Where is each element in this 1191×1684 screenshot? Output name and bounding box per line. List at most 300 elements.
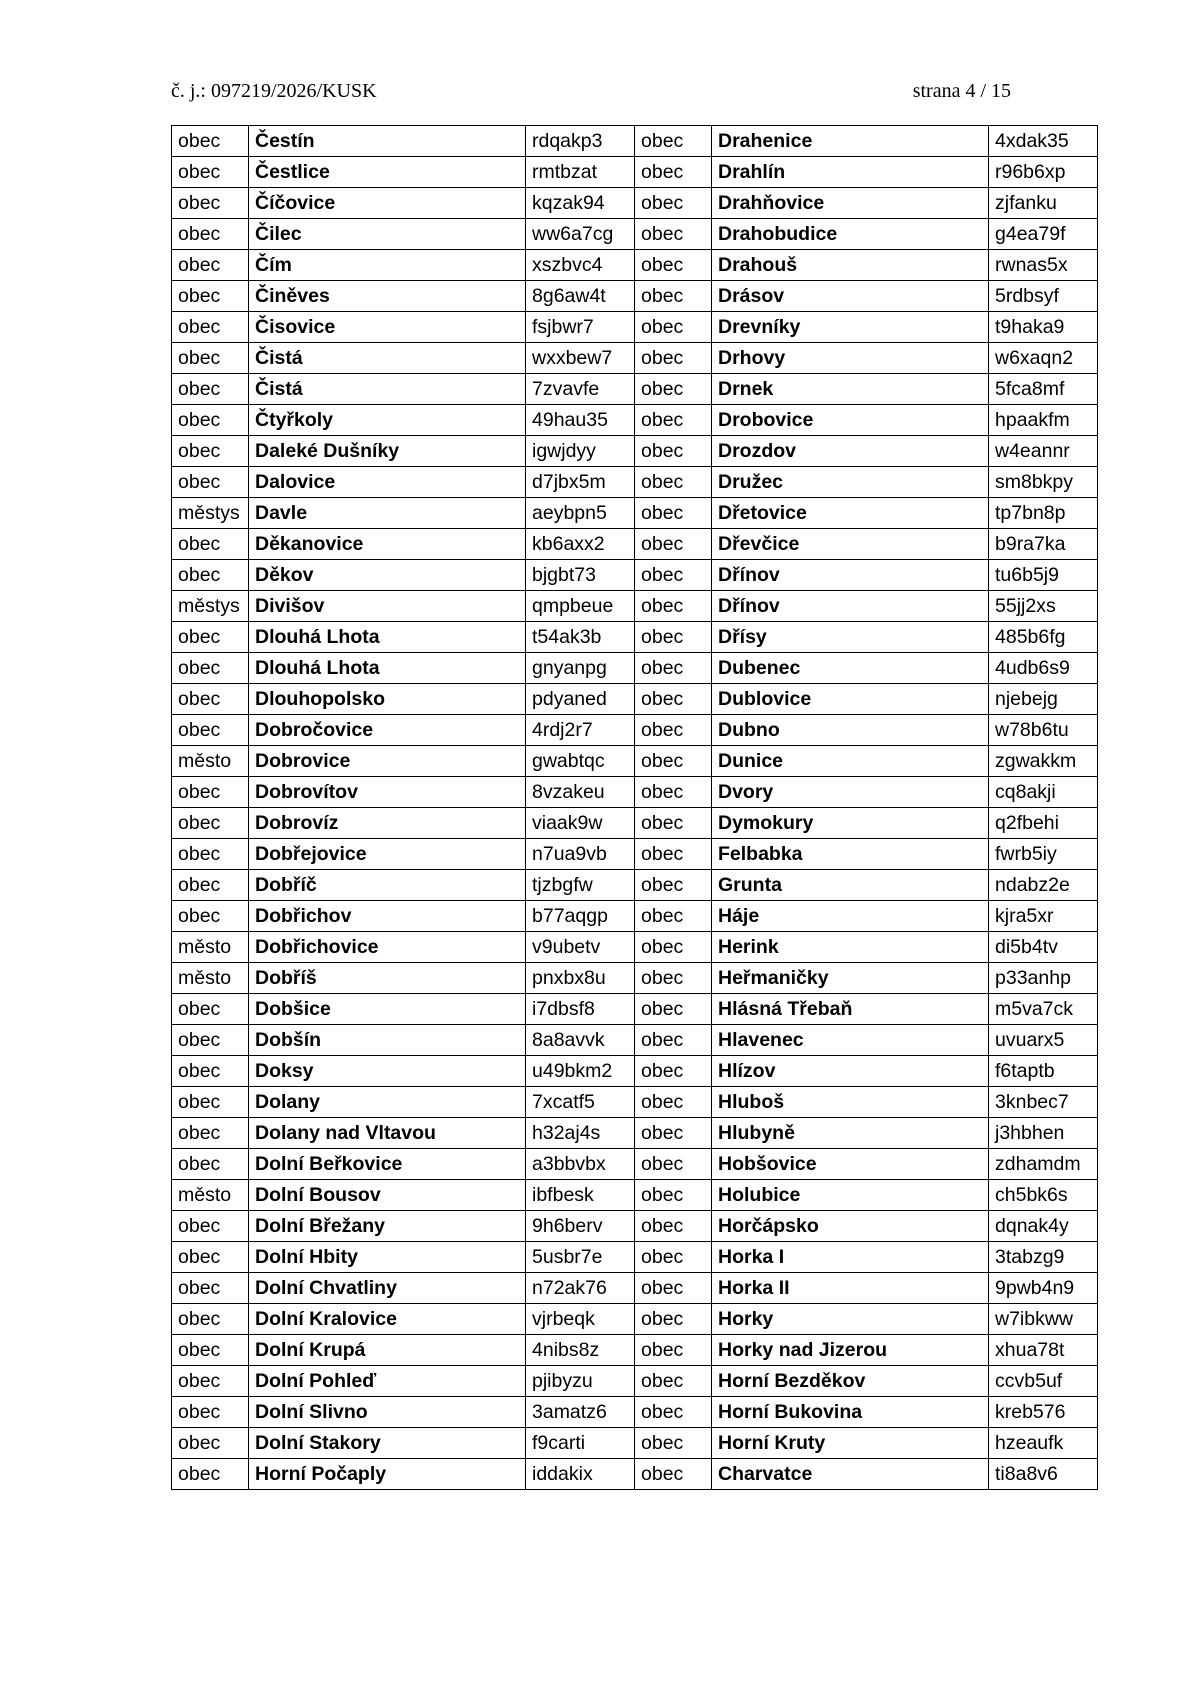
- type-cell: obec: [172, 1242, 249, 1273]
- code-cell: gwabtqc: [526, 746, 635, 777]
- type-cell: obec: [635, 715, 712, 746]
- table-row: [172, 467, 1098, 498]
- name-cell: Felbabka: [712, 839, 989, 870]
- name-cell: Dobrovíz: [249, 808, 526, 839]
- name-cell: Háje: [712, 901, 989, 932]
- type-cell: obec: [635, 1211, 712, 1242]
- code-cell: g4ea79f: [989, 219, 1098, 250]
- table-row: [172, 1242, 1098, 1273]
- name-cell: Činěves: [249, 281, 526, 312]
- code-cell: sm8bkpy: [989, 467, 1098, 498]
- code-cell: 49hau35: [526, 405, 635, 436]
- type-cell: obec: [172, 250, 249, 281]
- table-row: [172, 157, 1098, 188]
- code-cell: 5rdbsyf: [989, 281, 1098, 312]
- code-cell: b9ra7ka: [989, 529, 1098, 560]
- reference-number: č. j.: 097219/2026/KUSK: [171, 80, 377, 102]
- type-cell: obec: [635, 250, 712, 281]
- name-cell: Dřetovice: [712, 498, 989, 529]
- table-row: [172, 653, 1098, 684]
- name-cell: Charvatce: [712, 1459, 989, 1490]
- type-cell: obec: [635, 1335, 712, 1366]
- name-cell: Čestlice: [249, 157, 526, 188]
- type-cell: obec: [635, 343, 712, 374]
- name-cell: Divišov: [249, 591, 526, 622]
- type-cell: obec: [635, 281, 712, 312]
- code-cell: rwnas5x: [989, 250, 1098, 281]
- type-cell: obec: [172, 653, 249, 684]
- name-cell: Grunta: [712, 870, 989, 901]
- name-cell: Heřmaničky: [712, 963, 989, 994]
- code-cell: f9carti: [526, 1428, 635, 1459]
- name-cell: Dobročovice: [249, 715, 526, 746]
- code-cell: r96b6xp: [989, 157, 1098, 188]
- table-row: [172, 715, 1098, 746]
- name-cell: Dřínov: [712, 591, 989, 622]
- name-cell: Dobříč: [249, 870, 526, 901]
- name-cell: Dolní Beřkovice: [249, 1149, 526, 1180]
- type-cell: obec: [172, 1459, 249, 1490]
- type-cell: obec: [635, 777, 712, 808]
- name-cell: Dolní Slivno: [249, 1397, 526, 1428]
- code-cell: 3amatz6: [526, 1397, 635, 1428]
- code-cell: tjzbgfw: [526, 870, 635, 901]
- code-cell: igwjdyy: [526, 436, 635, 467]
- type-cell: obec: [635, 591, 712, 622]
- type-cell: obec: [635, 1056, 712, 1087]
- type-cell: obec: [635, 219, 712, 250]
- type-cell: obec: [172, 405, 249, 436]
- name-cell: Drahenice: [712, 126, 989, 157]
- table-row: [172, 1211, 1098, 1242]
- name-cell: Dolní Hbity: [249, 1242, 526, 1273]
- code-cell: v9ubetv: [526, 932, 635, 963]
- code-cell: ccvb5uf: [989, 1366, 1098, 1397]
- type-cell: obec: [172, 1056, 249, 1087]
- code-cell: hpaakfm: [989, 405, 1098, 436]
- name-cell: Dolní Stakory: [249, 1428, 526, 1459]
- type-cell: obec: [172, 715, 249, 746]
- type-cell: obec: [635, 746, 712, 777]
- table-row: [172, 932, 1098, 963]
- type-cell: obec: [172, 1211, 249, 1242]
- code-cell: aeybpn5: [526, 498, 635, 529]
- type-cell: obec: [635, 684, 712, 715]
- name-cell: Dolní Krupá: [249, 1335, 526, 1366]
- code-cell: di5b4tv: [989, 932, 1098, 963]
- name-cell: Dřevčice: [712, 529, 989, 560]
- table-row: [172, 1304, 1098, 1335]
- code-cell: 3knbec7: [989, 1087, 1098, 1118]
- name-cell: Dolany nad Vltavou: [249, 1118, 526, 1149]
- name-cell: Čilec: [249, 219, 526, 250]
- name-cell: Drásov: [712, 281, 989, 312]
- type-cell: obec: [635, 374, 712, 405]
- type-cell: obec: [172, 560, 249, 591]
- code-cell: 4rdj2r7: [526, 715, 635, 746]
- table-row: [172, 1025, 1098, 1056]
- type-cell: obec: [172, 529, 249, 560]
- type-cell: obec: [635, 498, 712, 529]
- table-row: [172, 374, 1098, 405]
- type-cell: obec: [172, 808, 249, 839]
- code-cell: iddakix: [526, 1459, 635, 1490]
- code-cell: uvuarx5: [989, 1025, 1098, 1056]
- type-cell: obec: [172, 1304, 249, 1335]
- name-cell: Drahobudice: [712, 219, 989, 250]
- name-cell: Dubno: [712, 715, 989, 746]
- name-cell: Dobřichov: [249, 901, 526, 932]
- type-cell: obec: [172, 1025, 249, 1056]
- type-cell: město: [172, 746, 249, 777]
- type-cell: obec: [635, 1273, 712, 1304]
- table-row: [172, 808, 1098, 839]
- name-cell: Dublovice: [712, 684, 989, 715]
- name-cell: Dřísy: [712, 622, 989, 653]
- name-cell: Dlouhá Lhota: [249, 622, 526, 653]
- code-cell: n7ua9vb: [526, 839, 635, 870]
- name-cell: Čtyřkoly: [249, 405, 526, 436]
- name-cell: Dobrovítov: [249, 777, 526, 808]
- type-cell: obec: [172, 436, 249, 467]
- type-cell: obec: [635, 126, 712, 157]
- code-cell: zgwakkm: [989, 746, 1098, 777]
- table-row: [172, 994, 1098, 1025]
- name-cell: Drobovice: [712, 405, 989, 436]
- name-cell: Dvory: [712, 777, 989, 808]
- type-cell: obec: [172, 1087, 249, 1118]
- name-cell: Dobřejovice: [249, 839, 526, 870]
- name-cell: Čím: [249, 250, 526, 281]
- code-cell: ww6a7cg: [526, 219, 635, 250]
- name-cell: Hluboš: [712, 1087, 989, 1118]
- table-row: [172, 188, 1098, 219]
- name-cell: Dobšín: [249, 1025, 526, 1056]
- table-row: [172, 1397, 1098, 1428]
- name-cell: Doksy: [249, 1056, 526, 1087]
- name-cell: Herink: [712, 932, 989, 963]
- code-cell: zdhamdm: [989, 1149, 1098, 1180]
- code-cell: j3hbhen: [989, 1118, 1098, 1149]
- type-cell: obec: [172, 839, 249, 870]
- name-cell: Horní Bukovina: [712, 1397, 989, 1428]
- name-cell: Drnek: [712, 374, 989, 405]
- type-cell: město: [172, 963, 249, 994]
- code-cell: p33anhp: [989, 963, 1098, 994]
- code-cell: tp7bn8p: [989, 498, 1098, 529]
- code-cell: njebejg: [989, 684, 1098, 715]
- table-row: [172, 343, 1098, 374]
- name-cell: Družec: [712, 467, 989, 498]
- table-row: [172, 1056, 1098, 1087]
- code-cell: ch5bk6s: [989, 1180, 1098, 1211]
- code-cell: kreb576: [989, 1397, 1098, 1428]
- table-row: [172, 870, 1098, 901]
- type-cell: obec: [635, 963, 712, 994]
- page-number: strana 4 / 15: [912, 80, 1011, 102]
- name-cell: Horní Kruty: [712, 1428, 989, 1459]
- table-row: [172, 1087, 1098, 1118]
- name-cell: Horní Bezděkov: [712, 1366, 989, 1397]
- code-cell: dqnak4y: [989, 1211, 1098, 1242]
- code-cell: h32aj4s: [526, 1118, 635, 1149]
- type-cell: obec: [635, 1459, 712, 1490]
- code-cell: 8vzakeu: [526, 777, 635, 808]
- code-cell: 7zvavfe: [526, 374, 635, 405]
- table-row: [172, 405, 1098, 436]
- code-cell: 4udb6s9: [989, 653, 1098, 684]
- code-cell: pjibyzu: [526, 1366, 635, 1397]
- code-cell: 4xdak35: [989, 126, 1098, 157]
- code-cell: w6xaqn2: [989, 343, 1098, 374]
- code-cell: 5usbr7e: [526, 1242, 635, 1273]
- code-cell: 9pwb4n9: [989, 1273, 1098, 1304]
- table-row: [172, 963, 1098, 994]
- name-cell: Dalovice: [249, 467, 526, 498]
- code-cell: n72ak76: [526, 1273, 635, 1304]
- code-cell: bjgbt73: [526, 560, 635, 591]
- name-cell: Čestín: [249, 126, 526, 157]
- type-cell: obec: [635, 1087, 712, 1118]
- type-cell: obec: [172, 684, 249, 715]
- type-cell: obec: [172, 622, 249, 653]
- name-cell: Hlubyně: [712, 1118, 989, 1149]
- type-cell: obec: [635, 622, 712, 653]
- code-cell: xhua78t: [989, 1335, 1098, 1366]
- table-row: [172, 839, 1098, 870]
- name-cell: Holubice: [712, 1180, 989, 1211]
- type-cell: obec: [635, 808, 712, 839]
- name-cell: Dolní Břežany: [249, 1211, 526, 1242]
- code-cell: 8g6aw4t: [526, 281, 635, 312]
- code-cell: viaak9w: [526, 808, 635, 839]
- type-cell: obec: [172, 1149, 249, 1180]
- table-row: [172, 529, 1098, 560]
- table-row: [172, 1118, 1098, 1149]
- name-cell: Horčápsko: [712, 1211, 989, 1242]
- code-cell: ibfbesk: [526, 1180, 635, 1211]
- type-cell: obec: [172, 312, 249, 343]
- code-cell: tu6b5j9: [989, 560, 1098, 591]
- code-cell: b77aqgp: [526, 901, 635, 932]
- type-cell: obec: [635, 467, 712, 498]
- code-cell: t9haka9: [989, 312, 1098, 343]
- table-row: [172, 126, 1098, 157]
- type-cell: obec: [635, 870, 712, 901]
- type-cell: obec: [635, 994, 712, 1025]
- type-cell: obec: [635, 653, 712, 684]
- type-cell: obec: [172, 870, 249, 901]
- type-cell: obec: [172, 1335, 249, 1366]
- type-cell: obec: [635, 405, 712, 436]
- code-cell: zjfanku: [989, 188, 1098, 219]
- name-cell: Drozdov: [712, 436, 989, 467]
- code-cell: ndabz2e: [989, 870, 1098, 901]
- type-cell: obec: [172, 343, 249, 374]
- name-cell: Horní Počaply: [249, 1459, 526, 1490]
- table-body: [172, 126, 1098, 1490]
- type-cell: obec: [172, 219, 249, 250]
- type-cell: město: [172, 1180, 249, 1211]
- table-row: [172, 1335, 1098, 1366]
- code-cell: wxxbew7: [526, 343, 635, 374]
- code-cell: 55jj2xs: [989, 591, 1098, 622]
- table-row: [172, 498, 1098, 529]
- code-cell: 485b6fg: [989, 622, 1098, 653]
- name-cell: Dolní Chvatliny: [249, 1273, 526, 1304]
- code-cell: kb6axx2: [526, 529, 635, 560]
- name-cell: Hlásná Třebaň: [712, 994, 989, 1025]
- name-cell: Děkov: [249, 560, 526, 591]
- code-cell: rdqakp3: [526, 126, 635, 157]
- table-row: [172, 746, 1098, 777]
- table-row: [172, 560, 1098, 591]
- type-cell: obec: [635, 312, 712, 343]
- name-cell: Dunice: [712, 746, 989, 777]
- name-cell: Horky: [712, 1304, 989, 1335]
- type-cell: obec: [172, 126, 249, 157]
- name-cell: Drahouš: [712, 250, 989, 281]
- code-cell: i7dbsf8: [526, 994, 635, 1025]
- code-cell: fwrb5iy: [989, 839, 1098, 870]
- name-cell: Dlouhopolsko: [249, 684, 526, 715]
- code-cell: d7jbx5m: [526, 467, 635, 498]
- type-cell: obec: [635, 436, 712, 467]
- type-cell: obec: [635, 1149, 712, 1180]
- name-cell: Dolany: [249, 1087, 526, 1118]
- code-cell: m5va7ck: [989, 994, 1098, 1025]
- name-cell: Dubenec: [712, 653, 989, 684]
- name-cell: Dolní Kralovice: [249, 1304, 526, 1335]
- code-cell: f6taptb: [989, 1056, 1098, 1087]
- table-row: [172, 777, 1098, 808]
- type-cell: obec: [172, 467, 249, 498]
- name-cell: Čistá: [249, 343, 526, 374]
- type-cell: obec: [635, 1242, 712, 1273]
- type-cell: obec: [172, 777, 249, 808]
- name-cell: Dobrovice: [249, 746, 526, 777]
- type-cell: obec: [635, 1180, 712, 1211]
- table-row: [172, 901, 1098, 932]
- type-cell: obec: [635, 1428, 712, 1459]
- table-row: [172, 1273, 1098, 1304]
- code-cell: q2fbehi: [989, 808, 1098, 839]
- code-cell: t54ak3b: [526, 622, 635, 653]
- type-cell: obec: [635, 1397, 712, 1428]
- type-cell: obec: [635, 1025, 712, 1056]
- name-cell: Dobříš: [249, 963, 526, 994]
- code-cell: pdyaned: [526, 684, 635, 715]
- type-cell: obec: [172, 188, 249, 219]
- code-cell: 3tabzg9: [989, 1242, 1098, 1273]
- code-cell: w4eannr: [989, 436, 1098, 467]
- name-cell: Drhovy: [712, 343, 989, 374]
- code-cell: w7ibkww: [989, 1304, 1098, 1335]
- type-cell: městys: [172, 498, 249, 529]
- code-cell: ti8a8v6: [989, 1459, 1098, 1490]
- name-cell: Drahlín: [712, 157, 989, 188]
- type-cell: obec: [172, 1366, 249, 1397]
- type-cell: obec: [172, 994, 249, 1025]
- name-cell: Davle: [249, 498, 526, 529]
- code-cell: u49bkm2: [526, 1056, 635, 1087]
- code-cell: 8a8avvk: [526, 1025, 635, 1056]
- type-cell: obec: [172, 901, 249, 932]
- type-cell: obec: [172, 1273, 249, 1304]
- type-cell: obec: [635, 839, 712, 870]
- name-cell: Dobšice: [249, 994, 526, 1025]
- name-cell: Drevníky: [712, 312, 989, 343]
- code-cell: qmpbeue: [526, 591, 635, 622]
- type-cell: obec: [172, 1118, 249, 1149]
- type-cell: obec: [172, 1428, 249, 1459]
- type-cell: obec: [172, 1397, 249, 1428]
- code-cell: w78b6tu: [989, 715, 1098, 746]
- table-row: [172, 622, 1098, 653]
- type-cell: město: [172, 932, 249, 963]
- table-row: [172, 684, 1098, 715]
- type-cell: obec: [635, 188, 712, 219]
- code-cell: pnxbx8u: [526, 963, 635, 994]
- type-cell: obec: [172, 374, 249, 405]
- table-row: [172, 219, 1098, 250]
- table-row: [172, 436, 1098, 467]
- code-cell: fsjbwr7: [526, 312, 635, 343]
- name-cell: Dolní Bousov: [249, 1180, 526, 1211]
- name-cell: Dolní Pohleď: [249, 1366, 526, 1397]
- municipality-table: [171, 125, 1098, 1490]
- table-row: [172, 591, 1098, 622]
- code-cell: kjra5xr: [989, 901, 1098, 932]
- name-cell: Hobšovice: [712, 1149, 989, 1180]
- table-row: [172, 312, 1098, 343]
- code-cell: 5fca8mf: [989, 374, 1098, 405]
- type-cell: obec: [635, 932, 712, 963]
- code-cell: vjrbeqk: [526, 1304, 635, 1335]
- code-cell: kqzak94: [526, 188, 635, 219]
- code-cell: 7xcatf5: [526, 1087, 635, 1118]
- name-cell: Číčovice: [249, 188, 526, 219]
- name-cell: Horka I: [712, 1242, 989, 1273]
- name-cell: Drahňovice: [712, 188, 989, 219]
- code-cell: 4nibs8z: [526, 1335, 635, 1366]
- name-cell: Hlavenec: [712, 1025, 989, 1056]
- table-row: [172, 1149, 1098, 1180]
- name-cell: Horky nad Jizerou: [712, 1335, 989, 1366]
- type-cell: obec: [172, 281, 249, 312]
- table-row: [172, 250, 1098, 281]
- name-cell: Dřínov: [712, 560, 989, 591]
- code-cell: gnyanpg: [526, 653, 635, 684]
- name-cell: Horka II: [712, 1273, 989, 1304]
- name-cell: Hlízov: [712, 1056, 989, 1087]
- type-cell: obec: [635, 560, 712, 591]
- name-cell: Dymokury: [712, 808, 989, 839]
- name-cell: Čisovice: [249, 312, 526, 343]
- type-cell: obec: [172, 157, 249, 188]
- code-cell: a3bbvbx: [526, 1149, 635, 1180]
- page-header: [171, 80, 1011, 106]
- table-row: [172, 1459, 1098, 1490]
- name-cell: Dlouhá Lhota: [249, 653, 526, 684]
- type-cell: obec: [635, 1366, 712, 1397]
- name-cell: Čistá: [249, 374, 526, 405]
- type-cell: obec: [635, 1118, 712, 1149]
- table-row: [172, 281, 1098, 312]
- code-cell: 9h6berv: [526, 1211, 635, 1242]
- type-cell: městys: [172, 591, 249, 622]
- type-cell: obec: [635, 529, 712, 560]
